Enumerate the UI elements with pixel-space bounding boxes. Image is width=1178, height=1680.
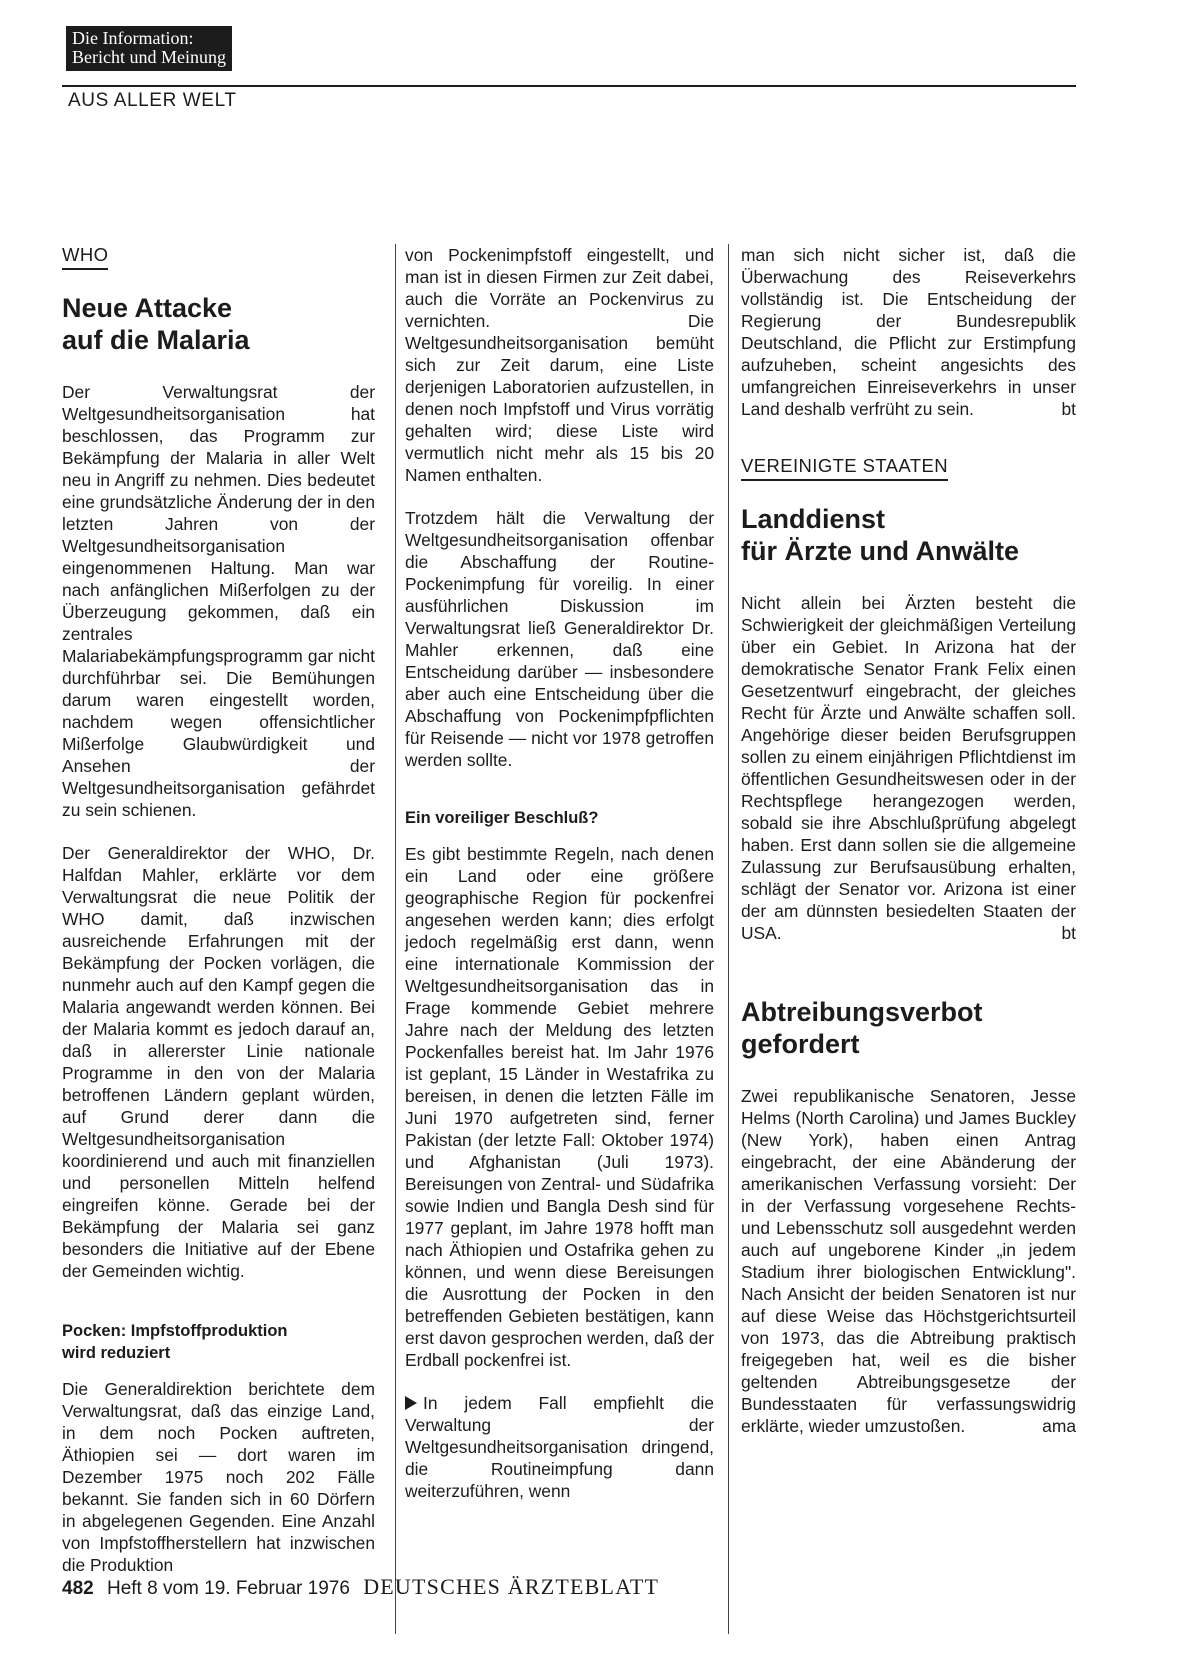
paragraph: Der Verwaltungsrat der Weltgesundheitsorganisation hat beschlossen, das Programm zur Bekämpfung der Malaria in aller Welt neu in Angriff zu nehmen. Dies bedeutet eine grundsätzliche Änderung der in den letzten Jahren von der Weltgesundheitsorganisation eingenommenen Haltung. Man war nach anfänglichen Mißerfolgen zu der Überzeugung gekommen, daß ein zentrales Malariabekämpfungsprogramm gar nicht durchführbar sei. Die Bemühungen darum waren eingestellt worden, nachdem wegen offensichtlicher Mißerfolge Glaubwürdigkeit und Ansehen der Weltgesundheitsorganisation gefährdet zu sein schienen. — [62, 382, 375, 820]
subhead-beschluss: Ein voreiliger Beschluß? — [405, 809, 599, 827]
rubric-who: WHO — [62, 244, 108, 270]
paragraph-with-marker — [405, 1392, 714, 1502]
subhead-line-1: Pocken: Impfstoffproduktion — [62, 1322, 288, 1340]
paragraph-text: In jedem Fall empfiehlt die Verwaltung der Weltgesundheitsorganisation dringend, die Routineimpfung dann weiterzuführen, wenn — [405, 1393, 714, 1501]
paragraph-text: man sich nicht sicher ist, daß die Überwachung des Reiseverkehrs vollständig ist. Die Entscheidung der Regierung der Bundesrepublik Deutschland, die Pflicht zur Erstimpfung aufzuheben, scheint angesichts des umfangreichen Einreiseverkehrs in unser Land deshalb verfrüht zu sein. — [741, 245, 1076, 419]
subhead-pocken — [62, 1320, 375, 1364]
headline-landdienst — [741, 503, 1076, 567]
badge-line-1: Die Information: — [72, 28, 194, 48]
paragraph: Der Generaldirektor der WHO, Dr. Halfdan Mahler, erklärte vor dem Verwaltungsrat die neue Politik der WHO damit, daß inzwischen ausreichende Erfahrungen mit der Bekämpfung der Pocken vorlägen, die nunmehr auch auf den Kampf gegen die Malaria angewandt werden können. Bei der Malaria kommt es jedoch darauf an, daß in allererster Linie nationale Programme in den von der Malaria betroffenen Ländern geplant würden, auf Grund derer dann die Weltgesundheitsorganisation koordinierend und auch mit finanziellen und personellen Mitteln helfend eingreifen könne. Gerade bei der Bekämpfung der Malaria sei ganz besonders die Initiative auf der Ebene der Gemeinden wichtig. — [62, 843, 375, 1281]
column-divider-1 — [395, 244, 396, 1634]
headline-line-1: Landdienst — [741, 504, 886, 534]
headline-line-1: Neue Attacke — [62, 293, 233, 323]
header-rule — [62, 85, 1076, 87]
headline-abtreibung — [741, 996, 1076, 1060]
section-label: AUS ALLER WELT — [68, 90, 237, 111]
column-2 — [405, 244, 714, 1523]
headline-malaria — [62, 292, 375, 356]
page-number: 482 — [62, 1578, 94, 1599]
triangle-bullet-icon — [405, 1396, 417, 1410]
rubric-usa: VEREINIGTE STAATEN — [741, 455, 948, 481]
paragraph — [741, 592, 1076, 944]
journal-masthead: DEUTSCHES ÄRZTEBLATT — [363, 1574, 660, 1599]
author-signature: ama — [1042, 1416, 1076, 1436]
badge-line-2: Bericht und Meinung — [72, 47, 226, 67]
author-signature: bt — [1061, 923, 1076, 943]
column-3 — [741, 244, 1076, 1458]
paragraph: von Pockenimpfstoff eingestellt, und man ist in diesen Firmen zur Zeit dabei, auch die Vorräte an Pockenvirus zu vernichten. Die Weltgesundheitsorganisation bemüht sich zur Zeit darum, eine Liste derjenigen Laboratorien aufzustellen, in denen noch Impfstoff und Virus vorrätig gehalten wird; diese Liste wird vermutlich nicht mehr als 15 bis 20 Namen enthalten. — [405, 245, 714, 485]
paragraph: Es gibt bestimmte Regeln, nach denen ein Land oder eine größere geographische Region für pockenfrei angesehen werden kann; dies erfolgt jedoch regelmäßig erst dann, wenn eine internationale Kommission der Weltgesundheitsorganisation das in Frage kommende Gebiet mehrere Jahre nach der Meldung des letzten Pockenfalles bereist hat. Im Jahr 1976 ist geplant, 15 Länder in Westafrika zu bereisen, in denen die letzten Fälle im Juni 1970 aufgetreten sind, ferner Pakistan (der letzte Fall: Oktober 1974) und Afghanistan (Juli 1973). Bereisungen von Zentral- und Südafrika sowie Indien und Bangla Desh sind für 1977 geplant, im Jahre 1978 hofft man nach Äthiopien und Ostafrika gehen zu können, und wenn diese Bereisungen die Ausrottung der Pocken in den betreffenden Gebieten bestätigen, kann erst davon gesprochen werden, daß der Erdball pockenfrei ist. — [405, 844, 714, 1370]
headline-line-1: Abtreibungsverbot — [741, 997, 983, 1027]
author-signature: bt — [1061, 399, 1076, 419]
subhead-line-2: wird reduziert — [62, 1344, 171, 1362]
issue-info: Heft 8 vom 19. Februar 1976 — [106, 1578, 350, 1599]
paragraph: Die Generaldirektion berichtete dem Verwaltungsrat, daß das einzige Land, in dem noch Pocken auftreten, Äthiopien sei — dort waren im Dezember 1975 noch 202 Fälle bekannt. Sie fanden sich in 60 Dörfern in abgelegenen Gegenden. Eine Anzahl von Impfstoffherstellern hat inzwischen die Produktion — [62, 1379, 375, 1575]
headline-line-2: für Ärzte und Anwälte — [741, 536, 1020, 566]
paragraph — [741, 1085, 1076, 1437]
column-divider-2 — [728, 244, 729, 1634]
paragraph-text: Nicht allein bei Ärzten besteht die Schwierigkeit der gleichmäßigen Verteilung über ein Gebiet. In Arizona hat der demokratische Senator Frank Felix einen Gesetzentwurf eingebracht, der gleiches Recht für Ärzte und Anwälte schaffen soll. Angehörige dieser beiden Berufsgruppen sollen zu einem einjährigen Pflichtdienst im öffentlichen Gesundheitswesen oder in der Rechtspflege herangezogen werden, sobald sie ihre Abschlußprüfung abgelegt haben. Erst dann sollen sie die allgemeine Zulassung zur Berufsausübung erhalten, schlägt der Senator vor. Arizona ist einer der am dünnsten besiedelten Staaten der USA. — [741, 593, 1076, 943]
headline-line-2: auf die Malaria — [62, 325, 250, 355]
paragraph: Trotzdem hält die Verwaltung der Weltgesundheitsorganisation offenbar die Abschaffung der Routine-Pockenimpfung für voreilig. In einer ausführlichen Diskussion im Verwaltungsrat ließ Generaldirektor Dr. Mahler erkennen, daß eine Entscheidung darüber — insbesondere aber auch eine Entscheidung über die Abschaffung von Pockenimpfpflichten für Reisende — nicht vor 1978 getroffen werden sollte. — [405, 508, 714, 770]
column-1 — [62, 244, 375, 1597]
page-footer — [62, 1574, 659, 1600]
headline-line-2: gefordert — [741, 1029, 860, 1059]
section-badge — [66, 26, 232, 71]
paragraph — [741, 244, 1076, 420]
paragraph-text: Zwei republikanische Senatoren, Jesse Helms (North Carolina) und James Buckley (New York), haben einen Antrag eingebracht, der eine Abänderung der amerikanischen Verfassung vorsieht: Der in der Verfassung vorgesehene Rechts- und Lebensschutz soll ausgedehnt werden auch auf ungeborene Kinder „in jedem Stadium ihrer biologischen Entwicklung". Nach Ansicht der beiden Senatoren ist nur auf diese Weise das Höchstgerichtsurteil von 1973, das die Abtreibung praktisch freigegeben hat, weil es die bisher geltenden Abtreibungsgesetze der Bundesstaaten für verfassungswidrig erklärte, wieder umzustoßen. — [741, 1086, 1076, 1436]
